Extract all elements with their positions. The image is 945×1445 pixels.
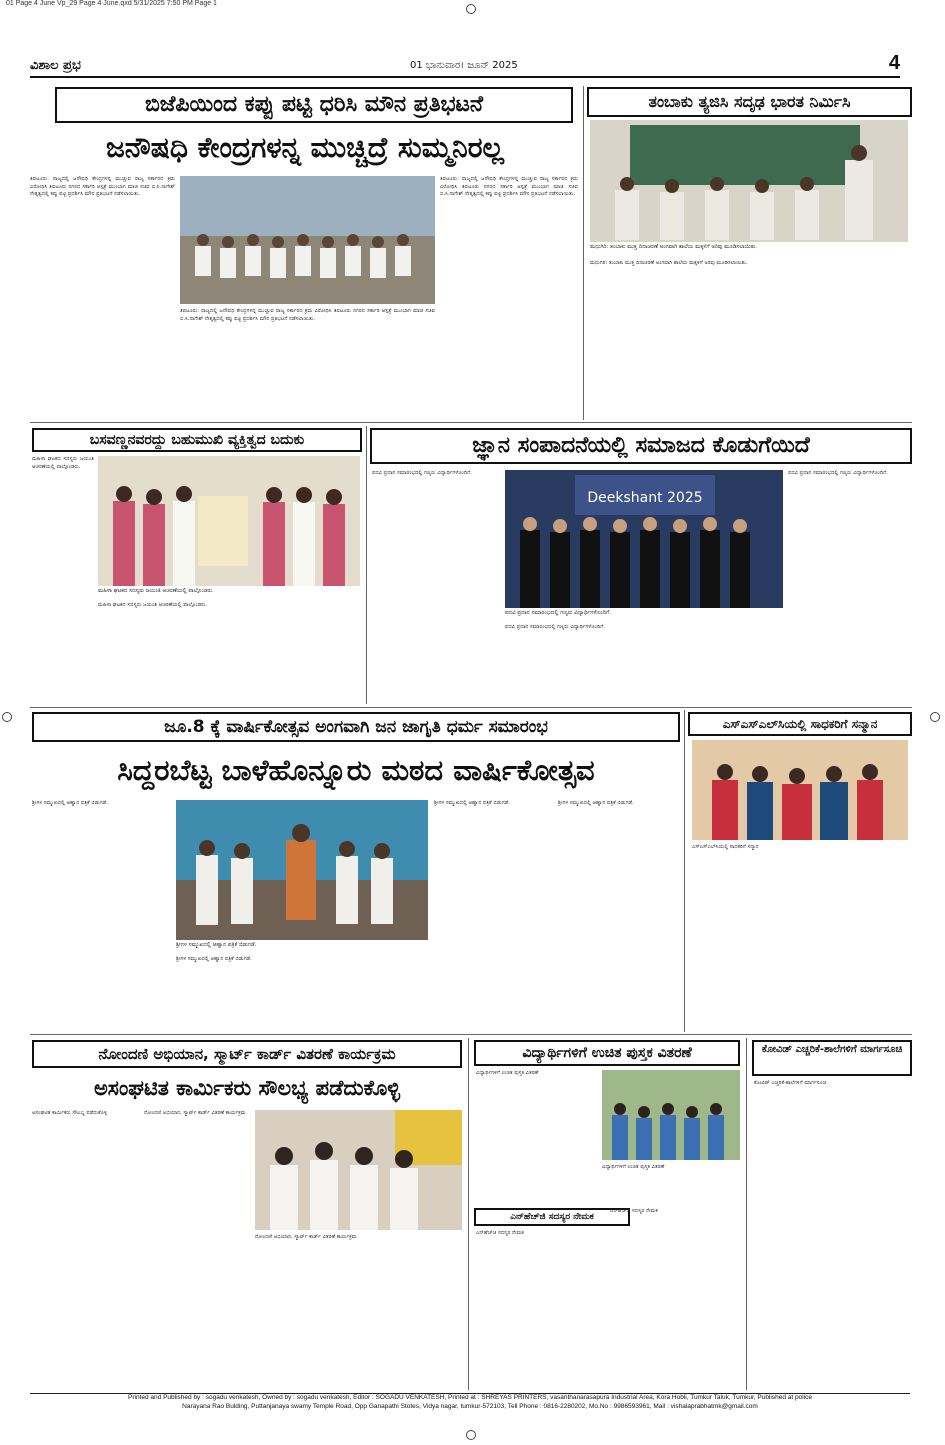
article-9-body: ಕೋವಿಡ್ ಎಚ್ಚರಿಕೆ-ಶಾಲೆಗಳಿಗೆ ಮಾರ್ಗಸೂಚಿ bbox=[754, 1080, 827, 1086]
article-4-headline: ಜ್ಞಾನ ಸಂಪಾದನೆಯಲ್ಲಿ ಸಮಾಜದ ಕೊಡುಗೆಯಿದೆ bbox=[370, 428, 912, 464]
article-9-headline: ಕೋವಿಡ್ ಎಚ್ಚರಿಕೆ-ಶಾಲೆಗಳಿಗೆ ಮಾರ್ಗಸೂಚಿ bbox=[752, 1040, 912, 1076]
column-rule bbox=[746, 1038, 747, 1390]
article-2-body: ಮಧುಗಿರಿ: ತಂಬಾಕು ಮುಕ್ತ ದಿನಾಚರಣೆ ಅಂಗವಾಗಿ ಶಾಲೆಯ ಮಕ್ಕಳಿಗೆ ಅರಿವು ಮೂಡಿಸಲಾಯಿತು. bbox=[590, 260, 748, 266]
imprint-line-2: Narayana Rao Bulding, Puttanjanaya swamy Temple Road, Opp Ganapathi Stotes, Vidya nagar, tumkur-572103, Tell Phone : 0816-2280202, Mo.No : 9986593961, Mail : vishalaprabhatmk@gmail.com bbox=[182, 1402, 758, 1410]
article-1-body-lower: ತಿಪಟೂರು: ರಾಜ್ಯದಲ್ಲಿ ಜನೌಷಧಿ ಕೇಂದ್ರಗಳನ್ನ ಮುಚ್ಚುವ ರಾಜ್ಯ ಸರ್ಕಾರದ ಕ್ರಮ ವಿರೋಧಿಸಿ ತಿಪಟೂರು ನಗರದ ಸರ್ಕಾರಿ ಆಸ್ಪತ್ರೆ ಮುಂಭಾಗ ಮಾಜಿ ಸಚಿವ ಬಿ.ಸಿ.ನಾಗೇಶ್ ನೇತೃತ್ವದಲ್ಲಿ ಕಪ್ಪು ಪಟ್ಟಿ ಪ್ರದರ್ಶಿಸಿ ಮೌನ ಪ್ರತಿಭಟನೆ ನಡೆಸಲಾಯಿತು. bbox=[180, 308, 435, 322]
print-slug: 01 Page 4 June Vp_29 Page 4 June.qxd 5/31/2025 7:50 PM Page 1 bbox=[6, 0, 217, 7]
section-rule bbox=[30, 707, 912, 708]
article-4-photo bbox=[505, 470, 783, 608]
article-3-body: ಮಹಿಳಾ ಘಟಕದ ಸದಸ್ಯರು ಜಯಂತಿ ಆಚರಣೆಯಲ್ಲಿ ಪಾಲ್ಗೊಂಡರು. bbox=[32, 456, 94, 470]
column-rule bbox=[684, 710, 685, 1032]
article-5-photo bbox=[176, 800, 428, 940]
article-4-caption: ಪದವಿ ಪ್ರದಾನ ಸಮಾರಂಭದಲ್ಲಿ ಗಣ್ಯರು ವಿದ್ಯಾರ್ಥಿಗಳೊಂದಿಗೆ. bbox=[505, 610, 611, 616]
article-8-body: ವಿದ್ಯಾರ್ಥಿಗಳಿಗೆ ಉಚಿತ ಪುಸ್ತಕ ವಿತರಣೆ bbox=[476, 1070, 539, 1076]
imprint-footer bbox=[30, 1393, 910, 1415]
article-10-headline: ಎನ್‌ಹೆಚ್‌ಜಿ ಸದಸ್ಯರ ನೇಮಕ bbox=[474, 1208, 630, 1226]
article-6-photo bbox=[692, 740, 908, 840]
article-7-kicker: ನೋಂದಣಿ ಅಭಿಯಾನ, ಸ್ಮಾರ್ಟ್ ಕಾರ್ಡ್ ವಿತರಣೆ ಕಾರ್ಯಕ್ರಮ bbox=[32, 1040, 462, 1068]
article-5-headline: ಸಿದ್ದರಬೆಟ್ಟ ಬಾಳೆಹೊನ್ನೂರು ಮಠದ ವಾರ್ಷಿಕೋತ್ಸವ bbox=[117, 753, 595, 787]
classroom-event-image bbox=[590, 120, 908, 242]
article-6-body: ಎಸ್‌ಎಸ್‌ಎಲ್‌ಸಿಯಲ್ಲಿ ಸಾಧಕರಿಗೆ ಸನ್ಮಾನ bbox=[692, 844, 759, 850]
smart-card-distribution-image bbox=[255, 1110, 462, 1230]
seer-event-image bbox=[176, 800, 428, 940]
page-number: 4 bbox=[888, 52, 900, 74]
article-7-photo bbox=[255, 1110, 462, 1230]
article-4-body-right: ಪದವಿ ಪ್ರದಾನ ಸಮಾರಂಭದಲ್ಲಿ ಗಣ್ಯರು ವಿದ್ಯಾರ್ಥಿಗಳೊಂದಿಗೆ. bbox=[788, 470, 888, 476]
article-5-body: ಶ್ರೀಗಳ ಸಮ್ಮುಖದಲ್ಲಿ ಆಹ್ವಾನ ಪತ್ರಿಕೆ ಬಿಡುಗಡೆ. bbox=[32, 800, 108, 806]
article-2-caption: ಮಧುಗಿರಿ: ತಂಬಾಕು ಮುಕ್ತ ದಿನಾಚರಣೆ ಅಂಗವಾಗಿ ಶಾಲೆಯ ಮಕ್ಕಳಿಗೆ ಅರಿವು ಮೂಡಿಸಲಾಯಿತು. bbox=[590, 244, 758, 250]
felicitation-image bbox=[692, 740, 908, 840]
article-1-body: ತಿಪಟೂರು: ರಾಜ್ಯದಲ್ಲಿ ಜನೌಷಧಿ ಕೇಂದ್ರಗಳನ್ನ ಮುಚ್ಚುವ ರಾಜ್ಯ ಸರ್ಕಾರದ ಕ್ರಮ ವಿರೋಧಿಸಿ ತಿಪಟೂರು ನಗರದ ಸರ್ಕಾರಿ ಆಸ್ಪತ್ರೆ ಮುಂಭಾಗ ಮಾಜಿ ಸಚಿವ ಬಿ.ಸಿ.ನಾಗೇಶ್ ನೇತೃತ್ವದಲ್ಲಿ ಕಪ್ಪು ಪಟ್ಟಿ ಪ್ರದರ್ಶಿಸಿ ಮೌನ ಪ್ರತಿಭಟನೆ ನಡೆಸಲಾಯಿತು. bbox=[30, 176, 175, 198]
article-4-body: ಪದವಿ ಪ್ರದಾನ ಸಮಾರಂಭದಲ್ಲಿ ಗಣ್ಯರು ವಿದ್ಯಾರ್ಥಿಗಳೊಂದಿಗೆ. bbox=[372, 470, 472, 476]
crop-mark-icon bbox=[466, 1430, 476, 1440]
article-3-headline: ಬಸವಣ್ಣನವರದ್ದು ಬಹುಮುಖಿ ವ್ಯಕ್ತಿತ್ವದ ಬದುಕು bbox=[32, 428, 362, 452]
article-5-caption: ಶ್ರೀಗಳ ಸಮ್ಮುಖದಲ್ಲಿ ಆಹ್ವಾನ ಪತ್ರಿಕೆ ಬಿಡುಗಡೆ. bbox=[176, 942, 257, 948]
article-7-body-col2: ನೋಂದಣಿ ಅಭಿಯಾನ, ಸ್ಮಾರ್ಟ್ ಕಾರ್ಡ್ ವಿತರಣೆ ಕಾರ್ಯಕ್ರಮ bbox=[144, 1110, 246, 1116]
crop-mark-icon bbox=[466, 4, 476, 14]
article-1-body-col: ತಿಪಟೂರು: ರಾಜ್ಯದಲ್ಲಿ ಜನೌಷಧಿ ಕೇಂದ್ರಗಳನ್ನ ಮುಚ್ಚುವ ರಾಜ್ಯ ಸರ್ಕಾರದ ಕ್ರಮ ವಿರೋಧಿಸಿ ತಿಪಟೂರು ನಗರದ ಸರ್ಕಾರಿ ಆಸ್ಪತ್ರೆ ಮುಂಭಾಗ ಮಾಜಿ ಸಚಿವ ಬಿ.ಸಿ.ನಾಗೇಶ್ ನೇತೃತ್ವದಲ್ಲಿ ಕಪ್ಪು ಪಟ್ಟಿ ಪ್ರದರ್ಶಿಸಿ ಮೌನ ಪ್ರತಿಭಟನೆ ನಡೆಸಲಾಯಿತು. bbox=[440, 176, 578, 198]
banner-text: Deekshant 2025 bbox=[587, 490, 703, 506]
article-8-headline: ವಿದ್ಯಾರ್ಥಿಗಳಿಗೆ ಉಚಿತ ಪುಸ್ತಕ ವಿತರಣೆ bbox=[474, 1040, 740, 1066]
article-1-headline: ಜನೌಷಧಿ ಕೇಂದ್ರಗಳನ್ನ ಮುಚ್ಚಿದ್ರೆ ಸುಮ್ಮನಿರಲ್ಲ bbox=[105, 131, 504, 164]
column-rule bbox=[468, 1038, 469, 1390]
section-rule bbox=[30, 422, 912, 423]
article-6-headline: ಎಸ್‌ಎಸ್‌ಎಲ್‌ಸಿಯಲ್ಲಿ ಸಾಧಕರಿಗೆ ಸನ್ಮಾನ bbox=[688, 712, 912, 736]
crop-mark-icon bbox=[930, 712, 940, 722]
article-7-body: ಅಸಂಘಟಿತ ಕಾರ್ಮಿಕರು ಸೌಲಭ್ಯ ಪಡೆದುಕೊಳ್ಳಿ bbox=[32, 1110, 108, 1116]
masthead bbox=[30, 52, 900, 78]
article-10-body: ಎನ್‌ಹೆಚ್‌ಜಿ ಸದಸ್ಯರ ನೇಮಕ bbox=[476, 1230, 524, 1236]
column-rule bbox=[583, 86, 584, 420]
article-8-photo bbox=[602, 1070, 740, 1160]
article-3-caption: ಮಹಿಳಾ ಘಟಕದ ಸದಸ್ಯರು ಜಯಂತಿ ಆಚರಣೆಯಲ್ಲಿ ಪಾಲ್ಗೊಂಡರು. bbox=[98, 588, 214, 594]
article-1-kicker: ಬಿಜೆಪಿಯಿಂದ ಕಪ್ಪು ಪಟ್ಟಿ ಧರಿಸಿ ಮೌನ ಪ್ರತಿಭಟನೆ bbox=[55, 87, 573, 123]
article-5-body-lower: ಶ್ರೀಗಳ ಸಮ್ಮುಖದಲ್ಲಿ ಆಹ್ವಾನ ಪತ್ರಿಕೆ ಬಿಡುಗಡೆ. bbox=[176, 956, 252, 962]
crop-mark-icon bbox=[2, 712, 12, 722]
article-7-body-lower: ನೋಂದಣಿ ಅಭಿಯಾನ, ಸ್ಮಾರ್ಟ್ ಕಾರ್ಡ್ ವಿತರಣೆ ಕಾರ್ಯಕ್ರಮ bbox=[255, 1234, 357, 1240]
article-4-body-lower: ಪದವಿ ಪ್ರದಾನ ಸಮಾರಂಭದಲ್ಲಿ ಗಣ್ಯರು ವಿದ್ಯಾರ್ಥಿಗಳೊಂದಿಗೆ. bbox=[505, 624, 605, 630]
section-rule bbox=[30, 1034, 912, 1035]
article-3-photo bbox=[98, 456, 360, 586]
masthead-title: ವಿಶಾಲ ಪ್ರಭ bbox=[30, 58, 81, 73]
imprint-line-1: Printed and Published by : sogadu venkatesh, Owned by : sogadu venkatesh, Editor : SOGADU VENKATESH, Printed at : SHREYAS PRINTERS, vasanthanarasapura Industrial Area, Kora Hobli, Tumkur Taluk, Tumkur, Published at police bbox=[128, 1394, 812, 1401]
article-5-body-col3: ಶ್ರೀಗಳ ಸಮ್ಮುಖದಲ್ಲಿ ಆಹ್ವಾನ ಪತ್ರಿಕೆ ಬಿಡುಗಡೆ. bbox=[434, 800, 510, 806]
column-rule bbox=[366, 426, 367, 704]
protest-crowd-image bbox=[180, 176, 435, 304]
convocation-image bbox=[505, 470, 783, 608]
article-10-body-col2: ಎನ್‌ಹೆಚ್‌ಜಿ ಸದಸ್ಯರ ನೇಮಕ bbox=[610, 1208, 658, 1214]
article-5-kicker: ಜೂ.8 ಕ್ಕೆ ವಾರ್ಷಿಕೋತ್ಸವ ಅಂಗವಾಗಿ ಜನ ಜಾಗೃತಿ ಧರ್ಮ ಸಮಾರಂಭ bbox=[32, 712, 680, 742]
article-2-photo bbox=[590, 120, 908, 242]
article-1-photo bbox=[180, 176, 435, 304]
students-book-distribution-image bbox=[602, 1070, 740, 1160]
article-3-body-lower: ಮಹಿಳಾ ಘಟಕದ ಸದಸ್ಯರು ಜಯಂತಿ ಆಚರಣೆಯಲ್ಲಿ ಪಾಲ್ಗೊಂಡರು. bbox=[98, 602, 208, 608]
article-8-body-lower: ವಿದ್ಯಾರ್ಥಿಗಳಿಗೆ ಉಚಿತ ಪುಸ್ತಕ ವಿತರಣೆ bbox=[602, 1164, 665, 1170]
group-photo-image bbox=[98, 456, 360, 586]
article-5-body-col4: ಶ್ರೀಗಳ ಸಮ್ಮುಖದಲ್ಲಿ ಆಹ್ವಾನ ಪತ್ರಿಕೆ ಬಿಡುಗಡೆ. bbox=[558, 800, 634, 806]
masthead-date: 01 ಭಾನುವಾರ। ಜೂನ್ 2025 bbox=[410, 60, 518, 71]
article-2-headline: ತಂಬಾಕು ತ್ಯಜಿಸಿ ಸದೃಢ ಭಾರತ ನಿರ್ಮಿಸಿ bbox=[587, 87, 912, 117]
article-7-headline: ಅಸಂಘಟಿತ ಕಾರ್ಮಿಕರು ಸೌಲಭ್ಯ ಪಡೆದುಕೊಳ್ಳಿ bbox=[93, 1076, 401, 1100]
